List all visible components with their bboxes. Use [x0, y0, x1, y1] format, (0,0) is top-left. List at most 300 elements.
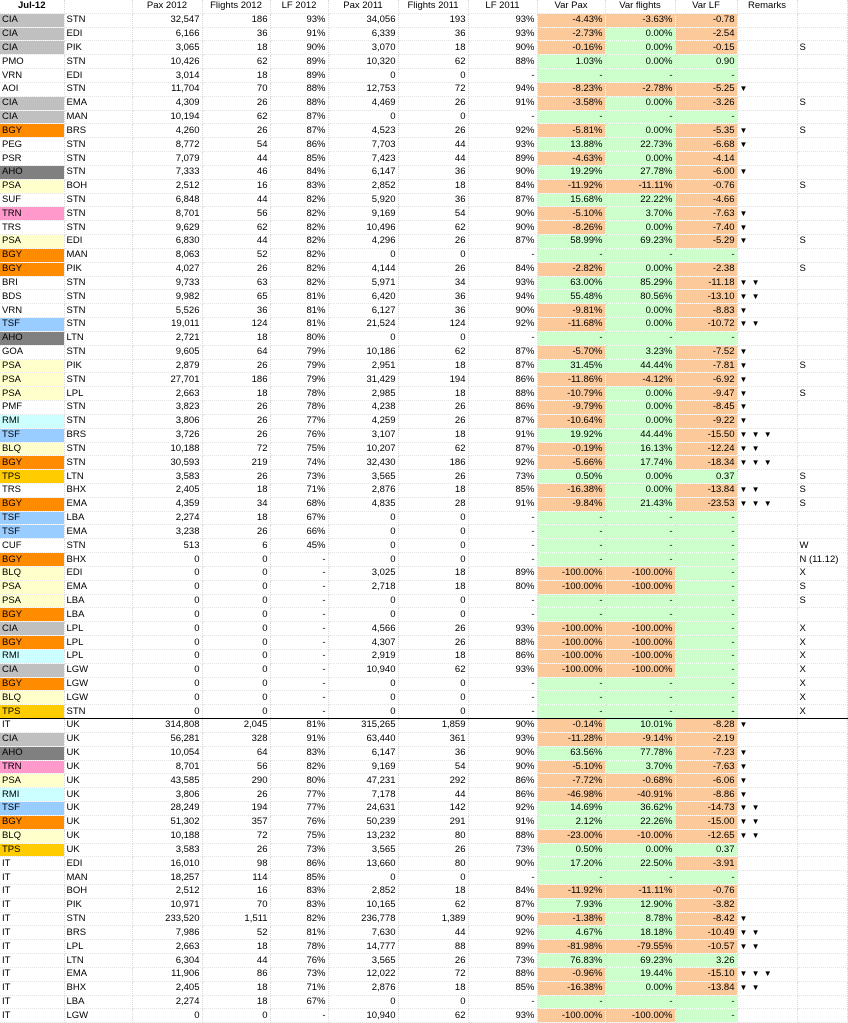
flights-2011-cell[interactable]: 18	[398, 387, 468, 401]
pax-2012-cell[interactable]: 11,906	[132, 967, 202, 981]
lf-2011-cell[interactable]: 90%	[468, 760, 537, 774]
var-pax-cell[interactable]: -	[537, 995, 605, 1009]
destination-cell[interactable]: LPL	[64, 649, 132, 663]
origin-cell[interactable]: VRN	[0, 304, 64, 318]
remark-cell[interactable]	[797, 456, 847, 470]
lf-2012-cell[interactable]: 85%	[270, 871, 328, 885]
var-pax-cell[interactable]: -3.58%	[537, 96, 605, 110]
var-pax-cell[interactable]: -	[537, 525, 605, 539]
pax-2011-cell[interactable]: 6,147	[328, 746, 398, 760]
flights-2011-cell[interactable]: 36	[398, 746, 468, 760]
trend-arrows-cell[interactable]	[737, 649, 797, 663]
remark-cell[interactable]	[797, 13, 847, 27]
lf-2011-cell[interactable]: -	[468, 539, 537, 553]
var-pax-cell[interactable]: -	[537, 594, 605, 608]
trend-arrows-cell[interactable]	[737, 539, 797, 553]
origin-cell[interactable]: PSA	[0, 373, 64, 387]
var-flights-cell[interactable]: 22.73%	[605, 138, 675, 152]
origin-cell[interactable]: PEG	[0, 138, 64, 152]
var-lf-cell[interactable]: -11.18	[675, 276, 737, 290]
trend-arrows-cell[interactable]	[737, 331, 797, 345]
remark-cell[interactable]	[797, 912, 847, 926]
period-header[interactable]: Jul-12	[0, 0, 64, 13]
pax-2012-cell[interactable]: 2,512	[132, 885, 202, 899]
var-flights-cell[interactable]: 0.00%	[605, 414, 675, 428]
pax-2012-cell[interactable]: 3,806	[132, 788, 202, 802]
pax-2012-cell[interactable]: 8,772	[132, 138, 202, 152]
var-pax-cell[interactable]: -	[537, 511, 605, 525]
origin-cell[interactable]: SUF	[0, 193, 64, 207]
flights-2011-cell[interactable]: 36	[398, 193, 468, 207]
lf-2011-cell[interactable]: 73%	[468, 954, 537, 968]
remark-cell[interactable]	[797, 345, 847, 359]
origin-cell[interactable]: RMI	[0, 788, 64, 802]
lf-2012-cell[interactable]: 76%	[270, 815, 328, 829]
var-lf-cell[interactable]: -8.45	[675, 401, 737, 415]
destination-cell[interactable]: UK	[64, 746, 132, 760]
lf-2011-cell[interactable]: -	[468, 553, 537, 567]
lf-2012-cell[interactable]: 75%	[270, 442, 328, 456]
remark-cell[interactable]: S	[797, 497, 847, 511]
remark-cell[interactable]: X	[797, 566, 847, 580]
flights-2011-cell[interactable]: 88	[398, 940, 468, 954]
lf-2012-cell[interactable]: 74%	[270, 456, 328, 470]
var-flights-cell[interactable]: 21.43%	[605, 497, 675, 511]
lf-2012-cell[interactable]: 87%	[270, 110, 328, 124]
lf-2011-cell[interactable]: 86%	[468, 373, 537, 387]
var-lf-cell[interactable]: -	[675, 580, 737, 594]
var-flights-cell[interactable]: -	[605, 608, 675, 622]
flights-2012-cell[interactable]: 219	[202, 456, 270, 470]
remark-cell[interactable]	[797, 414, 847, 428]
var-flights-cell[interactable]: -79.55%	[605, 940, 675, 954]
trend-arrows-cell[interactable]: ▼	[737, 401, 797, 415]
flights-2011-cell[interactable]: 62	[398, 55, 468, 69]
origin-cell[interactable]: IT	[0, 871, 64, 885]
lf-2012-cell[interactable]: -	[270, 553, 328, 567]
var-flights-cell[interactable]: -100.00%	[605, 636, 675, 650]
pax-2012-cell[interactable]: 11,704	[132, 82, 202, 96]
lf-2012-cell[interactable]: 79%	[270, 359, 328, 373]
lf-2012-cell[interactable]: 73%	[270, 843, 328, 857]
trend-arrows-cell[interactable]: ▼	[737, 788, 797, 802]
remark-cell[interactable]	[797, 746, 847, 760]
trend-arrows-cell[interactable]: ▼ ▼ ▼	[737, 456, 797, 470]
var-lf-cell[interactable]: -	[675, 677, 737, 691]
var-flights-cell[interactable]: -4.12%	[605, 373, 675, 387]
origin-cell[interactable]: TPS	[0, 705, 64, 719]
remark-cell[interactable]	[797, 428, 847, 442]
pax-2011-cell[interactable]: 0	[328, 248, 398, 262]
flights-2011-cell[interactable]: 0	[398, 511, 468, 525]
lf-2011-cell[interactable]: 86%	[468, 401, 537, 415]
flights-2011-cell[interactable]: 80	[398, 829, 468, 843]
flights-2011-cell[interactable]: 194	[398, 373, 468, 387]
pax-2012-cell[interactable]: 10,054	[132, 746, 202, 760]
pax-2011-cell[interactable]: 13,232	[328, 829, 398, 843]
var-lf-cell[interactable]: -0.15	[675, 41, 737, 55]
var-pax-cell[interactable]: -11.92%	[537, 179, 605, 193]
flights-2012-cell[interactable]: 18	[202, 940, 270, 954]
var-flights-cell[interactable]: -	[605, 553, 675, 567]
lf-2012-cell[interactable]: 73%	[270, 967, 328, 981]
trend-arrows-cell[interactable]	[737, 525, 797, 539]
lf-2011-cell[interactable]: 90%	[468, 221, 537, 235]
var-flights-cell[interactable]: 0.00%	[605, 27, 675, 41]
destination-cell[interactable]: LPL	[64, 622, 132, 636]
pax-2012-cell[interactable]: 4,260	[132, 124, 202, 138]
pax-2012-cell[interactable]: 7,333	[132, 165, 202, 179]
pax-2011-cell[interactable]: 3,025	[328, 566, 398, 580]
trend-arrows-cell[interactable]: ▼ ▼	[737, 815, 797, 829]
flights-2012-cell[interactable]: 18	[202, 69, 270, 83]
origin-cell[interactable]: AHO	[0, 165, 64, 179]
var-lf-cell[interactable]: -6.06	[675, 774, 737, 788]
origin-cell[interactable]: CUF	[0, 539, 64, 553]
var-lf-cell[interactable]: -7.40	[675, 221, 737, 235]
var-pax-cell[interactable]: 0.50%	[537, 843, 605, 857]
flights-2011-cell[interactable]: 124	[398, 318, 468, 332]
pax-2011-cell[interactable]: 6,127	[328, 304, 398, 318]
lf-2012-cell[interactable]: 81%	[270, 926, 328, 940]
flights-2012-cell[interactable]: 18	[202, 511, 270, 525]
lf-2011-cell[interactable]: 87%	[468, 442, 537, 456]
flights-2011-cell[interactable]: 0	[398, 995, 468, 1009]
var-lf-cell[interactable]: -7.23	[675, 746, 737, 760]
var-lf-cell[interactable]: -15.50	[675, 428, 737, 442]
lf-2012-cell[interactable]: 83%	[270, 179, 328, 193]
pax-2012-cell[interactable]: 3,823	[132, 401, 202, 415]
origin-cell[interactable]: TSF	[0, 511, 64, 525]
trend-arrows-cell[interactable]	[737, 511, 797, 525]
origin-cell[interactable]: CIA	[0, 27, 64, 41]
origin-cell[interactable]: RMI	[0, 649, 64, 663]
pax-2012-cell[interactable]: 3,014	[132, 69, 202, 83]
var-flights-cell[interactable]: -2.78%	[605, 82, 675, 96]
pax-2012-cell[interactable]: 8,701	[132, 207, 202, 221]
flights-2011-cell[interactable]: 0	[398, 525, 468, 539]
origin-cell[interactable]: BGY	[0, 124, 64, 138]
var-lf-cell[interactable]: -18.34	[675, 456, 737, 470]
destination-cell[interactable]: PIK	[64, 359, 132, 373]
flights-2011-cell[interactable]: 36	[398, 290, 468, 304]
trend-arrows-cell[interactable]: ▼ ▼	[737, 290, 797, 304]
remark-cell[interactable]: S	[797, 41, 847, 55]
flights-2011-cell[interactable]: 34	[398, 276, 468, 290]
var-flights-cell[interactable]: 0.00%	[605, 483, 675, 497]
pax-2012-cell[interactable]: 0	[132, 691, 202, 705]
var-flights-cell[interactable]: 8.78%	[605, 912, 675, 926]
flights-2012-cell[interactable]: 18	[202, 387, 270, 401]
var-lf-cell[interactable]: -	[675, 663, 737, 677]
flights-2011-cell[interactable]: 0	[398, 691, 468, 705]
pax-2011-cell[interactable]: 0	[328, 608, 398, 622]
lf-2011-cell[interactable]: 86%	[468, 649, 537, 663]
lf-2011-cell[interactable]: -	[468, 677, 537, 691]
trend-arrows-cell[interactable]: ▼	[737, 138, 797, 152]
flights-2012-cell[interactable]: 0	[202, 566, 270, 580]
lf-2012-cell[interactable]: 80%	[270, 331, 328, 345]
pax-2012-cell[interactable]: 314,808	[132, 719, 202, 733]
pax-2011-cell[interactable]: 31,429	[328, 373, 398, 387]
var-lf-cell[interactable]: -5.35	[675, 124, 737, 138]
var-lf-cell[interactable]: -12.24	[675, 442, 737, 456]
var-flights-cell[interactable]: -11.11%	[605, 885, 675, 899]
pax-2012-cell[interactable]: 7,079	[132, 152, 202, 166]
remark-cell[interactable]	[797, 69, 847, 83]
trend-arrows-cell[interactable]: ▼	[737, 719, 797, 733]
flights-2012-cell[interactable]: 0	[202, 636, 270, 650]
pax-2012-cell[interactable]: 0	[132, 705, 202, 719]
flights-2012-cell[interactable]: 70	[202, 898, 270, 912]
var-flights-cell[interactable]: -	[605, 331, 675, 345]
destination-cell[interactable]: STN	[64, 345, 132, 359]
var-pax-cell[interactable]: 58.99%	[537, 235, 605, 249]
var-flights-cell[interactable]: 36.62%	[605, 802, 675, 816]
pax-2012-cell[interactable]: 2,274	[132, 511, 202, 525]
trend-arrows-cell[interactable]: ▼	[737, 304, 797, 318]
flights-2012-cell[interactable]: 0	[202, 580, 270, 594]
pax-2011-cell[interactable]: 12,022	[328, 967, 398, 981]
lf-2012-cell[interactable]: 45%	[270, 539, 328, 553]
flights-2012-cell[interactable]: 0	[202, 691, 270, 705]
flights-2011-cell[interactable]: 72	[398, 82, 468, 96]
destination-cell[interactable]: STN	[64, 276, 132, 290]
origin-cell[interactable]: BGY	[0, 262, 64, 276]
lf-2011-cell[interactable]: 90%	[468, 41, 537, 55]
lf-2011-cell[interactable]: 91%	[468, 497, 537, 511]
var-flights-cell[interactable]: 44.44%	[605, 428, 675, 442]
pax-2011-cell[interactable]: 0	[328, 705, 398, 719]
var-flights-cell[interactable]: 3.70%	[605, 760, 675, 774]
var-lf-cell[interactable]: -14.73	[675, 802, 737, 816]
flights-2012-header[interactable]: Flights 2012	[202, 0, 270, 13]
pax-2012-cell[interactable]: 10,194	[132, 110, 202, 124]
remark-cell[interactable]	[797, 608, 847, 622]
flights-2011-cell[interactable]: 36	[398, 27, 468, 41]
var-flights-cell[interactable]: -	[605, 248, 675, 262]
pax-2012-cell[interactable]: 8,063	[132, 248, 202, 262]
trend-arrows-cell[interactable]	[737, 732, 797, 746]
pax-2012-cell[interactable]: 0	[132, 608, 202, 622]
pax-2011-cell[interactable]: 2,876	[328, 981, 398, 995]
remark-cell[interactable]	[797, 885, 847, 899]
flights-2012-cell[interactable]: 328	[202, 732, 270, 746]
var-pax-cell[interactable]: -10.79%	[537, 387, 605, 401]
var-pax-cell[interactable]: -100.00%	[537, 566, 605, 580]
flights-2011-cell[interactable]: 193	[398, 13, 468, 27]
var-pax-cell[interactable]: -	[537, 608, 605, 622]
pax-2011-cell[interactable]: 6,147	[328, 165, 398, 179]
lf-2011-cell[interactable]: 87%	[468, 235, 537, 249]
flights-2011-cell[interactable]: 26	[398, 262, 468, 276]
remark-cell[interactable]	[797, 954, 847, 968]
destination-cell[interactable]: UK	[64, 843, 132, 857]
origin-cell[interactable]: PMO	[0, 55, 64, 69]
lf-2011-cell[interactable]: -	[468, 594, 537, 608]
var-lf-cell[interactable]: -	[675, 511, 737, 525]
var-lf-cell[interactable]: -6.00	[675, 165, 737, 179]
pax-2012-cell[interactable]: 9,629	[132, 221, 202, 235]
lf-2011-cell[interactable]: 92%	[468, 456, 537, 470]
destination-cell[interactable]: EDI	[64, 857, 132, 871]
origin-cell[interactable]: CIA	[0, 110, 64, 124]
flights-2011-cell[interactable]: 0	[398, 594, 468, 608]
destination-cell[interactable]: LPL	[64, 387, 132, 401]
pax-2012-cell[interactable]: 3,583	[132, 470, 202, 484]
var-flights-cell[interactable]: 22.22%	[605, 193, 675, 207]
var-lf-cell[interactable]: 0.37	[675, 843, 737, 857]
flights-2012-cell[interactable]: 70	[202, 82, 270, 96]
flights-2012-cell[interactable]: 44	[202, 235, 270, 249]
pax-2011-cell[interactable]: 32,430	[328, 456, 398, 470]
var-flights-cell[interactable]: 0.00%	[605, 981, 675, 995]
pax-2011-cell[interactable]: 0	[328, 511, 398, 525]
flights-2012-cell[interactable]: 16	[202, 885, 270, 899]
lf-2011-cell[interactable]: -	[468, 110, 537, 124]
lf-2012-cell[interactable]: 79%	[270, 345, 328, 359]
var-flights-cell[interactable]: 17.74%	[605, 456, 675, 470]
destination-cell[interactable]: STN	[64, 414, 132, 428]
trend-arrows-cell[interactable]	[737, 636, 797, 650]
flights-2012-cell[interactable]: 16	[202, 179, 270, 193]
lf-2012-cell[interactable]: 67%	[270, 511, 328, 525]
pax-2011-cell[interactable]: 12,753	[328, 82, 398, 96]
remark-cell[interactable]	[797, 719, 847, 733]
trend-arrows-cell[interactable]	[737, 677, 797, 691]
flights-2011-cell[interactable]: 18	[398, 41, 468, 55]
var-pax-cell[interactable]: 4.67%	[537, 926, 605, 940]
origin-cell[interactable]: PSA	[0, 235, 64, 249]
pax-2012-cell[interactable]: 10,426	[132, 55, 202, 69]
lf-2012-cell[interactable]: -	[270, 622, 328, 636]
destination-cell[interactable]: STN	[64, 13, 132, 27]
remark-cell[interactable]	[797, 401, 847, 415]
var-flights-cell[interactable]: 0.00%	[605, 843, 675, 857]
remark-cell[interactable]: S	[797, 262, 847, 276]
flights-2012-cell[interactable]: 44	[202, 193, 270, 207]
destination-cell[interactable]: STN	[64, 55, 132, 69]
var-lf-header[interactable]: Var LF	[675, 0, 737, 13]
origin-cell[interactable]: PSA	[0, 594, 64, 608]
lf-2012-cell[interactable]: 81%	[270, 318, 328, 332]
remark-cell[interactable]	[797, 138, 847, 152]
pax-2012-cell[interactable]: 8,701	[132, 760, 202, 774]
origin-cell[interactable]: TRS	[0, 221, 64, 235]
var-lf-cell[interactable]: -3.91	[675, 857, 737, 871]
lf-2012-cell[interactable]: 82%	[270, 912, 328, 926]
lf-2012-cell[interactable]: 78%	[270, 940, 328, 954]
lf-2012-cell[interactable]: 68%	[270, 497, 328, 511]
pax-2012-cell[interactable]: 0	[132, 1009, 202, 1023]
pax-2012-cell[interactable]: 51,302	[132, 815, 202, 829]
var-pax-cell[interactable]: -9.81%	[537, 304, 605, 318]
lf-2012-cell[interactable]: 81%	[270, 719, 328, 733]
var-flights-cell[interactable]: 27.78%	[605, 165, 675, 179]
pax-2012-cell[interactable]: 2,274	[132, 995, 202, 1009]
lf-2011-cell[interactable]: 87%	[468, 359, 537, 373]
trend-arrows-cell[interactable]: ▼ ▼	[737, 276, 797, 290]
var-pax-cell[interactable]: -4.43%	[537, 13, 605, 27]
pax-2012-cell[interactable]: 2,663	[132, 940, 202, 954]
lf-2012-cell[interactable]: -	[270, 677, 328, 691]
trend-arrows-cell[interactable]	[737, 110, 797, 124]
remarks-header[interactable]: Remarks	[737, 0, 797, 13]
origin-cell[interactable]: PSA	[0, 387, 64, 401]
trend-arrows-cell[interactable]	[737, 705, 797, 719]
remark-cell[interactable]	[797, 788, 847, 802]
flights-2011-cell[interactable]: 26	[398, 622, 468, 636]
pax-2011-cell[interactable]: 34,056	[328, 13, 398, 27]
var-pax-cell[interactable]: 15.68%	[537, 193, 605, 207]
pax-2011-cell[interactable]: 10,165	[328, 898, 398, 912]
var-flights-cell[interactable]: 12.90%	[605, 898, 675, 912]
trend-arrows-cell[interactable]: ▼ ▼	[737, 483, 797, 497]
var-pax-cell[interactable]: -100.00%	[537, 663, 605, 677]
origin-cell[interactable]: CIA	[0, 41, 64, 55]
origin-cell[interactable]: BGY	[0, 815, 64, 829]
var-pax-cell[interactable]: -	[537, 110, 605, 124]
trend-arrows-cell[interactable]: ▼	[737, 221, 797, 235]
var-lf-cell[interactable]: -	[675, 705, 737, 719]
var-flights-cell[interactable]: -	[605, 691, 675, 705]
lf-2012-cell[interactable]: -	[270, 1009, 328, 1023]
lf-2012-cell[interactable]: 71%	[270, 483, 328, 497]
var-lf-cell[interactable]: -	[675, 331, 737, 345]
pax-2012-cell[interactable]: 3,583	[132, 843, 202, 857]
remark-cell[interactable]	[797, 760, 847, 774]
pax-2011-cell[interactable]: 0	[328, 594, 398, 608]
trend-arrows-cell[interactable]: ▼ ▼	[737, 318, 797, 332]
pax-2011-cell[interactable]: 0	[328, 110, 398, 124]
var-flights-cell[interactable]: 19.44%	[605, 967, 675, 981]
var-flights-cell[interactable]: -	[605, 995, 675, 1009]
destination-header[interactable]	[64, 0, 132, 13]
pax-2012-cell[interactable]: 233,520	[132, 912, 202, 926]
remark-cell[interactable]	[797, 995, 847, 1009]
trend-arrows-cell[interactable]	[737, 96, 797, 110]
var-pax-cell[interactable]: -0.14%	[537, 719, 605, 733]
destination-cell[interactable]: EDI	[64, 69, 132, 83]
var-flights-cell[interactable]: -	[605, 69, 675, 83]
var-lf-cell[interactable]: -	[675, 553, 737, 567]
origin-cell[interactable]: IT	[0, 981, 64, 995]
var-lf-cell[interactable]: -15.00	[675, 815, 737, 829]
remark-cell[interactable]: S	[797, 235, 847, 249]
var-lf-cell[interactable]: -7.52	[675, 345, 737, 359]
destination-cell[interactable]: UK	[64, 719, 132, 733]
var-flights-cell[interactable]: 0.00%	[605, 96, 675, 110]
pax-2012-cell[interactable]: 2,879	[132, 359, 202, 373]
lf-2011-cell[interactable]: 88%	[468, 55, 537, 69]
pax-2012-cell[interactable]: 0	[132, 663, 202, 677]
var-lf-cell[interactable]: -7.81	[675, 359, 737, 373]
flights-2011-cell[interactable]: 0	[398, 705, 468, 719]
var-pax-cell[interactable]: -23.00%	[537, 829, 605, 843]
var-lf-cell[interactable]: -7.63	[675, 207, 737, 221]
trend-arrows-cell[interactable]	[737, 580, 797, 594]
trend-arrows-cell[interactable]	[737, 1009, 797, 1023]
pax-2012-cell[interactable]: 6,304	[132, 954, 202, 968]
pax-2011-cell[interactable]: 50,239	[328, 815, 398, 829]
remark-cell[interactable]	[797, 774, 847, 788]
lf-2011-cell[interactable]: -	[468, 248, 537, 262]
pax-2011-cell[interactable]: 10,496	[328, 221, 398, 235]
var-flights-cell[interactable]: 3.70%	[605, 207, 675, 221]
trend-arrows-cell[interactable]	[737, 995, 797, 1009]
pax-2011-cell[interactable]: 10,940	[328, 663, 398, 677]
pax-2011-cell[interactable]: 5,971	[328, 276, 398, 290]
